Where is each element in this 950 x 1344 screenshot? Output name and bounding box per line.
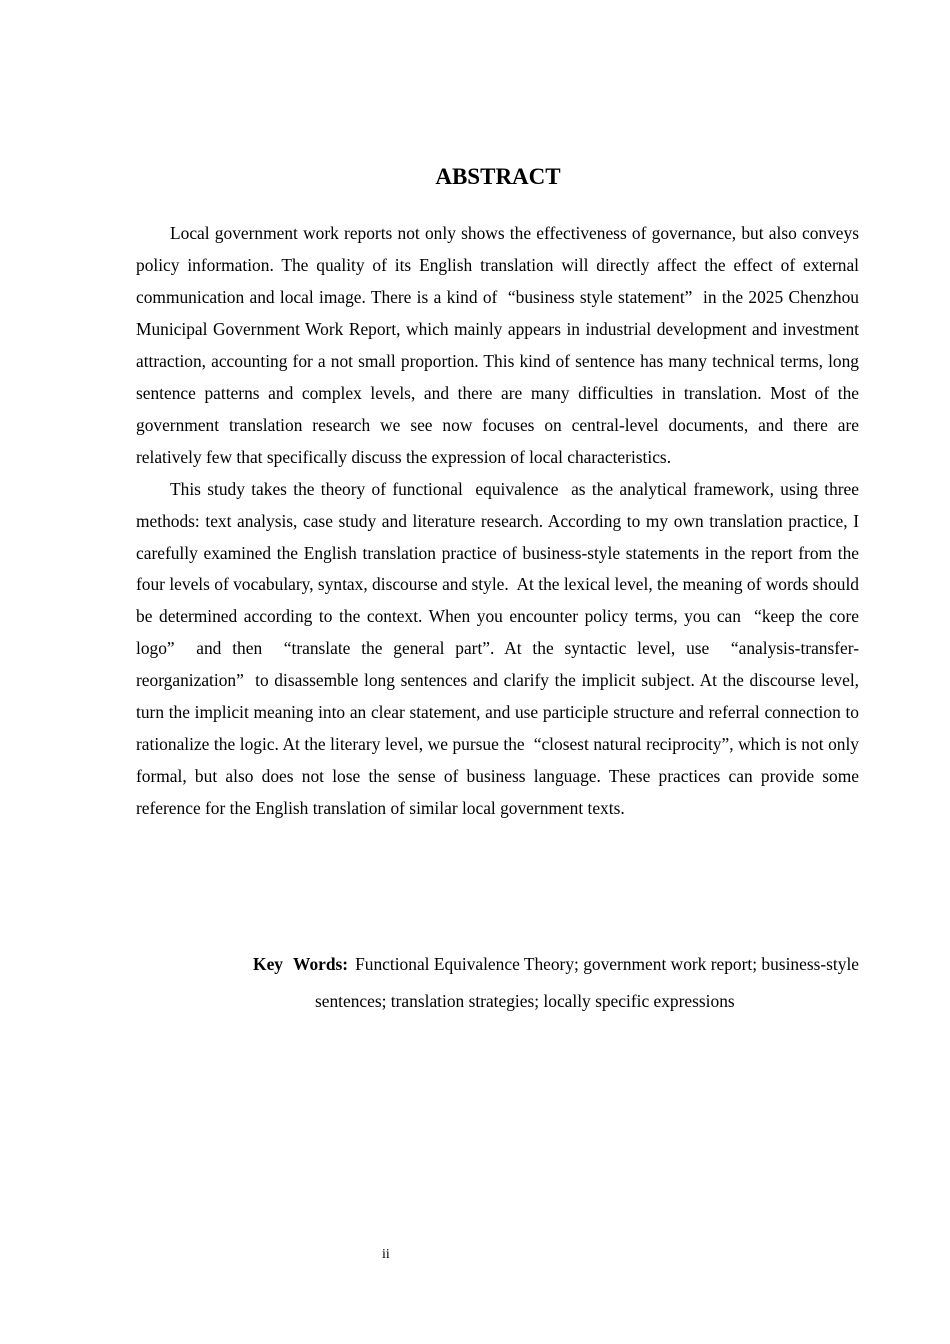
keywords-line-1	[136, 946, 859, 983]
page-number: ii	[382, 1247, 390, 1262]
abstract-body	[136, 218, 859, 825]
keywords-label: Key Words:	[253, 954, 349, 974]
abstract-paragraph-1: Local government work reports not only shows the effectiveness of governance, but also conveys policy information. The quality of its English translation will directly affect the effect of external communication and local image. There is a kind of “business style statement” in the 2025 Chenzhou Municipal Government Work Report, which mainly appears in industrial development and investment attraction, accounting for a not small proportion. This kind of sentence has many technical terms, long sentence patterns and complex levels, and there are many difficulties in translation. Most of the government translation research we see now focuses on central-level documents, and there are relatively few that specifically discuss the expression of local characteristics.	[136, 223, 859, 467]
keywords-block	[136, 946, 859, 1020]
abstract-paragraph-2: This study takes the theory of functional equivalence as the analytical framework, using three methods: text analysis, case study and literature research. According to my own translation practice, I carefully examined the English translation practice of business-style statements in the report from the four levels of vocabulary, syntax, discourse and style. At the lexical level, the meaning of words should be determined according to the context. When you encounter policy terms, you can “keep the core logo” and then “translate the general part”. At the syntactic level, use “analysis-transfer-reorganization” to disassemble long sentences and clarify the implicit subject. At the discourse level, turn the implicit meaning into an clear statement, and use participle structure and referral connection to rationalize the logic. At the literary level, we pursue the “closest natural reciprocity”, which is not only formal, but also does not lose the sense of business language. These practices can provide some reference for the English translation of similar local government texts.	[136, 478, 859, 819]
keywords-text-1: Functional Equivalence Theory; government work report; business-style	[355, 954, 859, 974]
keywords-line-2: sentences; translation strategies; locally specific expressions	[315, 991, 735, 1011]
page-title: ABSTRACT	[435, 164, 561, 189]
